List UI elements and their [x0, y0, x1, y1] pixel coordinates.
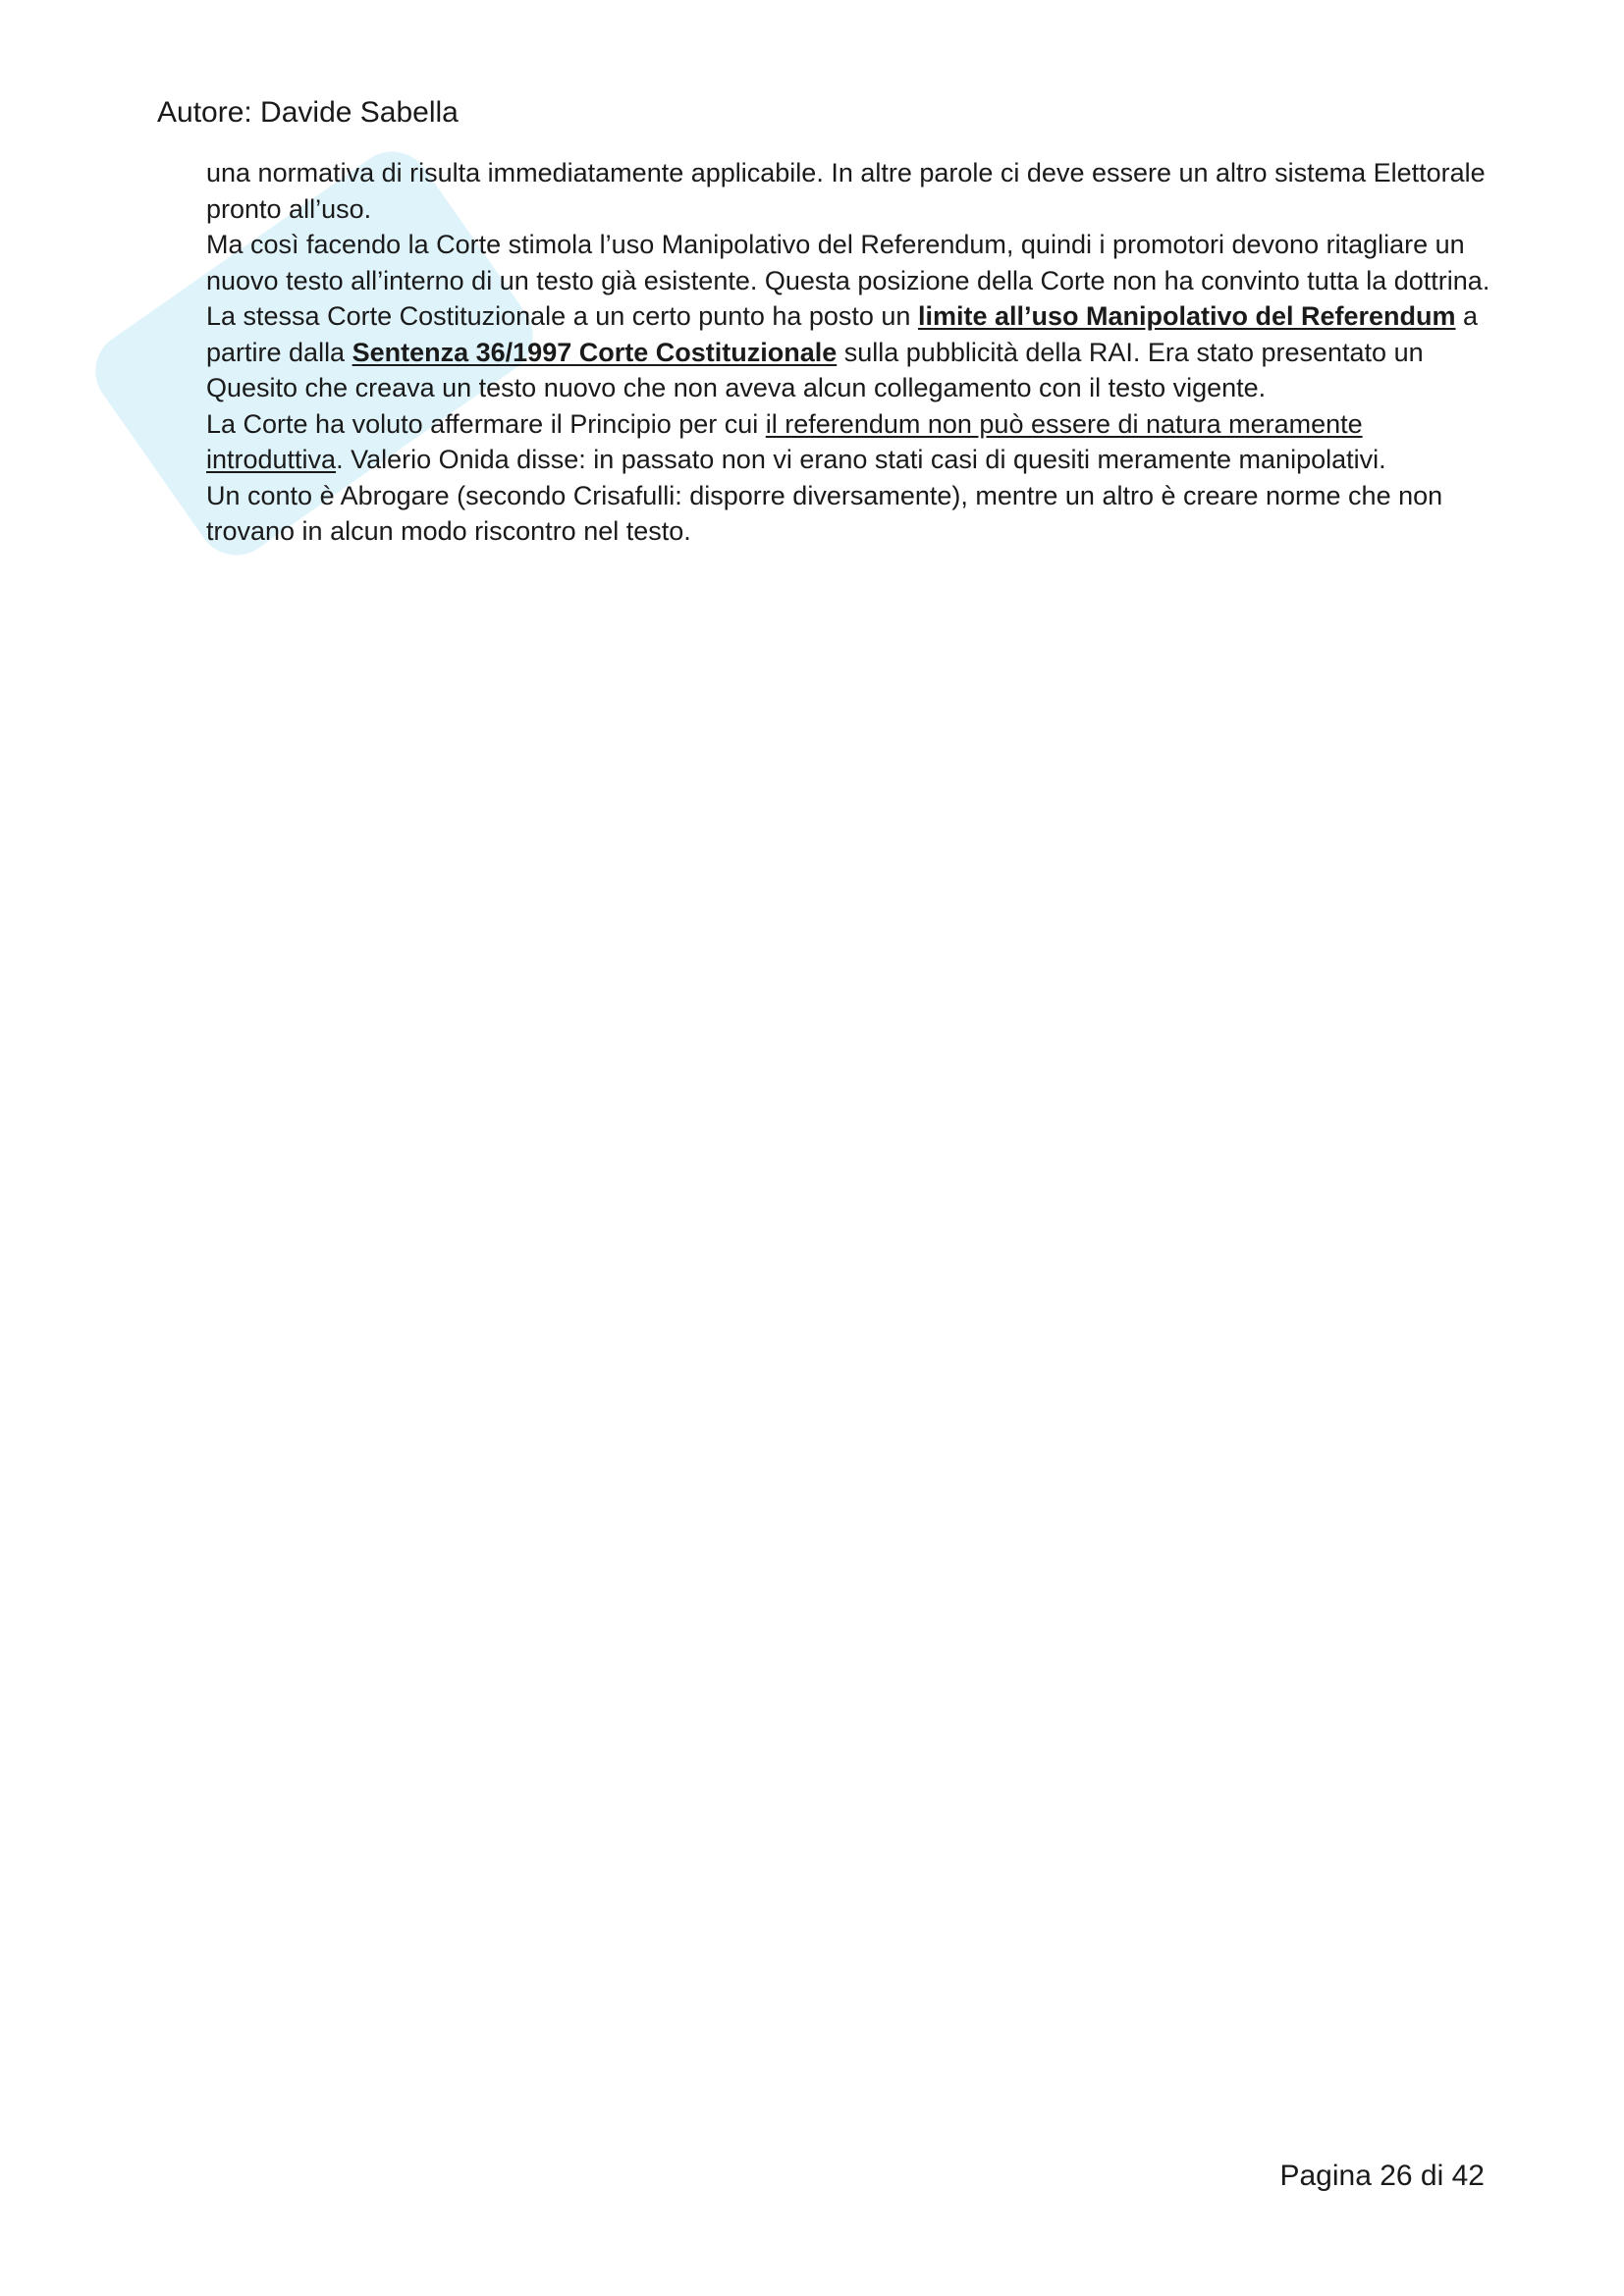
author-header: Autore: Davide Sabella: [157, 96, 459, 129]
page-content: [157, 155, 1492, 550]
paragraph: La Corte ha voluto affermare il Principio per cui il referendum non può essere di natura meramente introduttiva. Valerio Onida disse: in passato non vi erano stati casi di quesiti meramente manipolativi.: [206, 408, 1386, 474]
paragraph: Ma così facendo la Corte stimola l’uso Manipolativo del Referendum, quindi i promotori devono ritagliare un nuovo testo all’interno di un testo già esistente. Questa posizione della Corte non ha convinto tutta la dottrina.: [206, 230, 1490, 295]
page-number: Pagina 26 di 42: [1279, 2160, 1485, 2192]
paragraph: La stessa Corte Costituzionale a un certo punto ha posto un limite all’uso Manipolativo del Referendum a partire dalla Sentenza 36/1997 Corte Costituzionale sulla pubblicità della RAI. Era stato presentato un Quesito che creava un testo nuovo che non aveva alcun collegamento con il testo vigente.: [206, 301, 1479, 402]
paragraph: Un conto è Abrogare (secondo Crisafulli: disporre diversamente), mentre un altro è creare norme che non trovano in alcun modo riscontro nel testo.: [206, 480, 1443, 546]
paragraph: una normativa di risulta immediatamente applicabile. In altre parole ci deve essere un altro sistema Elettorale pronto all’uso.: [206, 158, 1486, 224]
